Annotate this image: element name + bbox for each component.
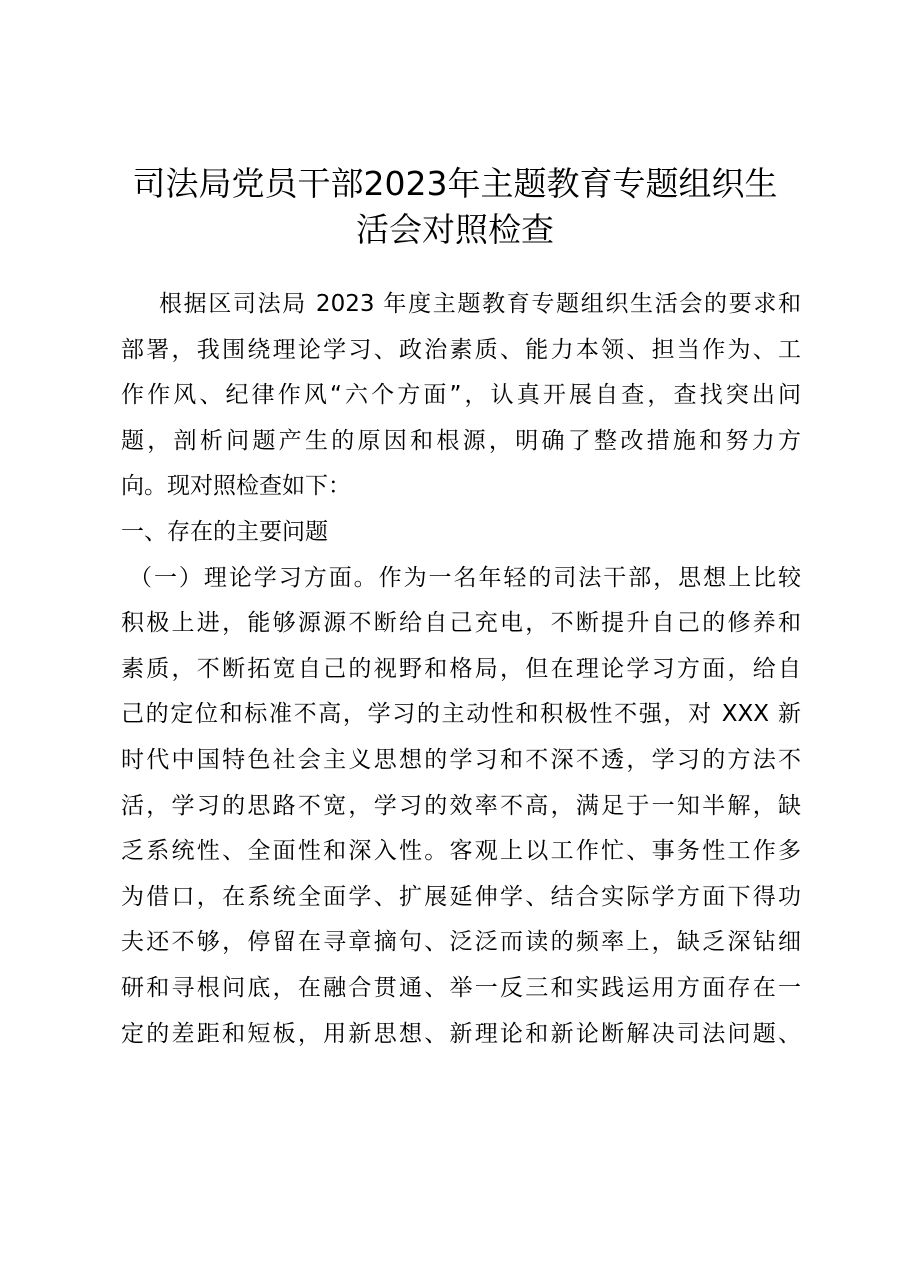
paragraph-line: 根据区司法局 2023 年度主题教育专题组织生活会的要求和 [159,291,801,317]
paragraph-line: 题，剖析问题产生的原因和根源，明确了整改措施和努力方 [121,427,801,454]
paragraph-line: 素质，不断拓宽自己的视野和格局，但在理论学习方面，给自 [121,655,801,682]
paragraph-line: 己的定位和标准不高，学习的主动性和积极性不强，对 XXX 新 [121,701,801,728]
paragraph-line: 乏系统性、全面性和深入性。客观上以工作忙、事务性工作多 [121,838,801,865]
paragraph-line: 定的差距和短板，用新思想、新理论和新论断解决司法问题、 [121,1020,801,1047]
paragraph-line: 作作风、纪律作风“六个方面”，认真开展自查，查找突出问 [121,382,801,409]
paragraph-line: 向。现对照检查如下： [121,473,351,500]
paragraph-line: 时代中国特色社会主义思想的学习和不深不透，学习的方法不 [121,746,801,773]
paragraph-line: 部署，我围绕理论学习、政治素质、能力本领、担当作为、工 [121,336,801,363]
title-line: 司法局党员干部2023年主题教育专题组织生 [132,164,778,203]
paragraph-line: 为借口，在系统全面学、扩展延伸学、结合实际学方面下得功 [121,883,801,910]
document-title [110,160,800,251]
paragraph-line: 夫还不够，停留在寻章摘句、泛泛而读的频率上，缺乏深钻细 [121,929,801,956]
paragraph-line: （一）理论学习方面。作为一名年轻的司法干部，思想上比较 [129,564,801,591]
document-body [121,282,801,1057]
section-heading: 一、存在的主要问题 [121,518,328,545]
title-line: 活会对照检查 [356,209,554,249]
paragraph-line: 研和寻根问底，在融合贯通、举一反三和实践运用方面存在一 [121,974,801,1001]
paragraph-line: 活，学习的思路不宽，学习的效率不高，满足于一知半解，缺 [121,792,801,819]
paragraph-line: 积极上进，能够源源不断给自己充电，不断提升自己的修养和 [121,610,801,637]
